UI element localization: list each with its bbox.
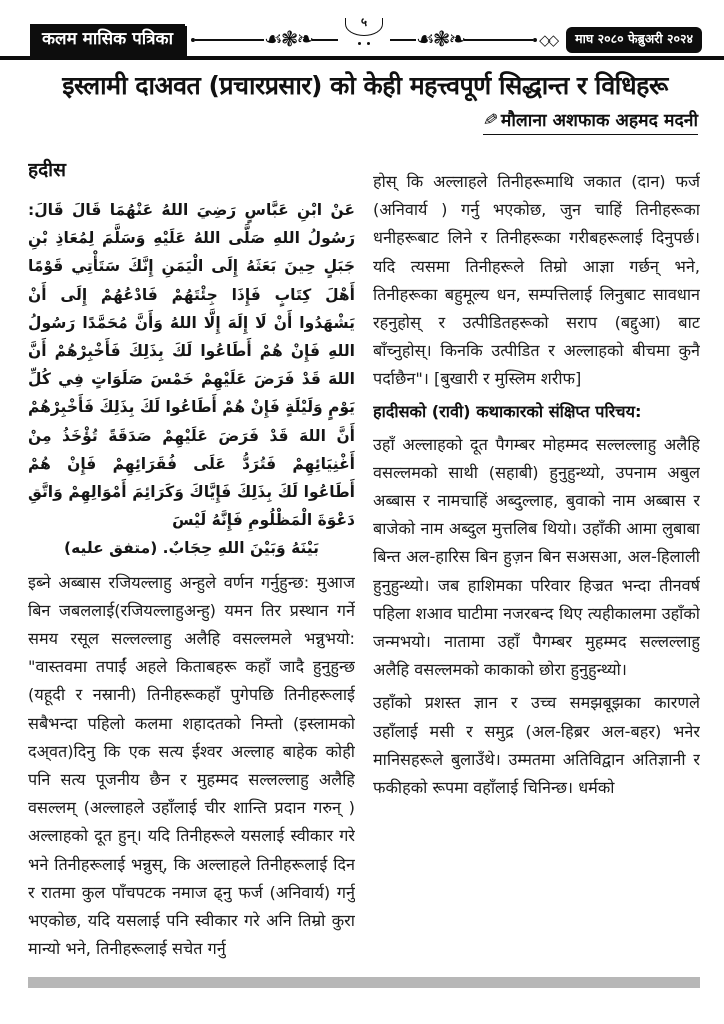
magazine-title: कलम मासिक पत्रिका — [42, 29, 174, 49]
translation-continued-paragraph: होस् कि अल्लाहले तिनीहरूमाथि जकात (दान) फर्ज (अनिवार्य ) गर्नु भएकोछ, जुन चाहिं तिनीहरूका धनीहरूबाट लिने र तिनीहरूका गरीबहरूलाई दिनुपर्छ। यदि त्यसमा तिनीहरूले तिम्रो आज्ञा गर्छन् भने, तिनीहरूका बहुमूल्य धन, सम्पत्तिलाई लिनुबाट सावधान रहनुहोस् र उत्पीडितहरूको सराप (बद्दुआ) बाट बाँच्नुहोस्। किनकि उत्पीडित र अल्लाहको बीचमा कुनै पर्दाछैन"। [बुखारी र मुस्लिम शरीफ] — [373, 172, 700, 389]
divider-line — [312, 39, 338, 41]
fleuron-ornament-icon: ☙❃❧ — [416, 26, 465, 51]
page-number-arc — [338, 16, 390, 50]
diamond-ornament-icon: ◇◇ — [539, 31, 557, 49]
divider-line — [390, 39, 416, 41]
footer-bar — [28, 977, 700, 988]
narrator-bio-paragraph: उहाँ अल्लाहको दूत पैगम्बर मोहम्मद सल्लल्लाहु अलैहि वसल्लमको साथी (सहाबी) हुनुहुन्थ्यो, उपनाम अबुल अब्बास र नामचाहिं अब्दुल्लाह, बुवाको नाम अब्बास र बाजेको नाम अब्दुल मुत्तलिब थियो। उहाँकी आमा लुबाबा बिन्त अल-हारिस बिन हुज़न बिन सअसआ, अल-हिलाली हुनुहुन्थ्यो। जब हाशिमका परिवार हिज्रत भन्दा तीनवर्ष पहिला शआव घाटीमा नजरबन्द थिए त्यहीकालमा उहाँको जन्मभयो। नातामा उहाँ पैगम्बर मुहम्मद सल्लल्लाहु अलैहि वसल्लमको काकाको छोरा हुनुहुन्थ्यो। — [373, 434, 700, 680]
header-rule — [0, 56, 724, 60]
pen-nib-icon: ✎ — [481, 108, 500, 132]
article-body — [28, 152, 700, 970]
left-column — [28, 152, 355, 970]
fleuron-ornament-icon: ☙❃❧ — [264, 26, 313, 51]
ornament-strip — [191, 15, 560, 58]
narrator-knowledge-paragraph: उहाँको प्रशस्त ज्ञान र उच्च समझबूझका कारणले उहाँलाई मसी र समुद्र (अल-हिब्रर अल-बहर) भनेर मानिसहरूले बुलाउँथे। उम्मतमा अतिविद्वान अतिज्ञानी र फकीहको रूपमा वहाँलाई चिनिन्छ। धर्मको — [373, 693, 700, 797]
author-byline — [483, 108, 698, 135]
masthead — [0, 15, 724, 58]
arabic-hadith-text: عَنْ ابْنِ عَبَّاسٍ رَضِيَ اللهُ عَنْهُمَا قَالَ قَالَ: رَسُولُ اللهِ صَلَّى اللهُ عَلَيْهِ وَسَلَّمَ لِمُعَاذِ بْنِ جَبَلٍ حِينَ بَعَثَهُ إِلَى الْيَمَنِ إِنَّكَ سَتَأْتِي قَوْمًا أَهْلَ كِتَابٍ فَإِذَا جِئْتَهُمْ فَادْعُهُمْ إِلَى أَنْ يَشْهَدُوا أَنْ لَا إِلَهَ إِلَّا اللهُ وَأَنَّ مُحَمَّدًا رَسُولُ اللهِ فَإِنْ هُمْ أَطَاعُوا لَكَ بِذَلِكَ فَأَخْبِرْهُمْ أَنَّ اللهَ قَدْ فَرَضَ عَلَيْهِمْ خَمْسَ صَلَوَاتٍ فِي كُلِّ يَوْمٍ وَلَيْلَةٍ فَإِنْ هُمْ أَطَاعُوا لَكَ بِذَلِكَ فَأَخْبِرْهُمْ أَنَّ اللهَ قَدْ فَرَضَ عَلَيْهِمْ صَدَقَةً تُؤْخَذُ مِنْ أَغْنِيَائِهِمْ فَتُرَدُّ عَلَى فُقَرَائِهِمْ فَإِنْ هُمْ أَطَاعُوا لَكَ بِذَلِكَ فَإِيَّاكَ وَكَرَائِمَ أَمْوَالِهِمْ وَاتَّقِ دَعْوَةَ الْمَظْلُومِ فَإِنَّهُ لَيْسَ — [28, 201, 355, 530]
divider-line — [195, 39, 264, 41]
center-dots — [338, 42, 390, 45]
hadith-heading: हदीस — [28, 159, 66, 181]
magazine-title-badge — [30, 24, 185, 56]
issue-date: माघ २०८० फेब्रुअरी २०२४ — [575, 31, 693, 47]
issue-date-badge — [566, 27, 702, 53]
line-end-dot — [533, 38, 537, 42]
divider-line — [464, 39, 533, 41]
narrator-intro-heading: हादीसको (रावी) कथाकारको संक्षिप्त परिचय: — [373, 401, 642, 421]
arc-curve — [345, 18, 383, 36]
right-column — [373, 152, 700, 970]
page-number: ५ — [360, 15, 368, 29]
author-name: मौलाना अशफाक अहमद मदनी — [500, 111, 698, 131]
article-title: इस्लामी दाअवत (प्रचारप्रसार) को केही महत्त्वपूर्ण सिद्धान्त र विधिहरू — [62, 71, 668, 100]
hadith-translation-paragraph: इब्ने अब्बास रजियल्लाहु अन्हुले वर्णन गर्नुहुन्छ: मुआज बिन जबललाई(रजियल्लाहुअन्हु) यमन तिर प्रस्थान गर्ने समय रसूल सल्लल्लाहु अलैहि वसल्लमले भन्नुभयो: "वास्तवमा तपाईं अहले किताबहरू कहाँ जादै हुनुहुन्छ (यहूदी र नस्रानी) तिनीहरूकहाँ पुगेपछि तिनीहरूलाई सबैभन्दा पहिलो कलमा शहादतको निम्तो (इस्लामको दअ्वत)दिनु कि एक सत्य ईश्वर अल्लाह बाहेक कोही पनि सत्य पूजनीय छैन र मुहम्मद सल्लल्लाहु अलैहि वसल्लम् (अल्लाहले उहाँलाई चीर शान्ति प्रदान गरुन् ) अल्लाहको दूत हुन्। यदि तिनीहरूले यसलाई स्वीकार गरे भने तिनीहरूलाई भन्नुस्, कि अल्लाहले तिनीहरूलाई दिन र रातमा कुल पाँचपटक नमाज ढ्नु फर्ज (अनिवार्य) गर्नु भएकोछ, यदि यसलाई पनि स्वीकार गरे अनि तिम्रो कुरा मान्यो भने, तिनीहरूलाई सचेत गर्नु — [28, 572, 355, 959]
arabic-hadith-closing: بَيْنَهُ وَبَيْنَ اللهِ حِجَابٌ. (متفق عليه) — [64, 539, 319, 558]
